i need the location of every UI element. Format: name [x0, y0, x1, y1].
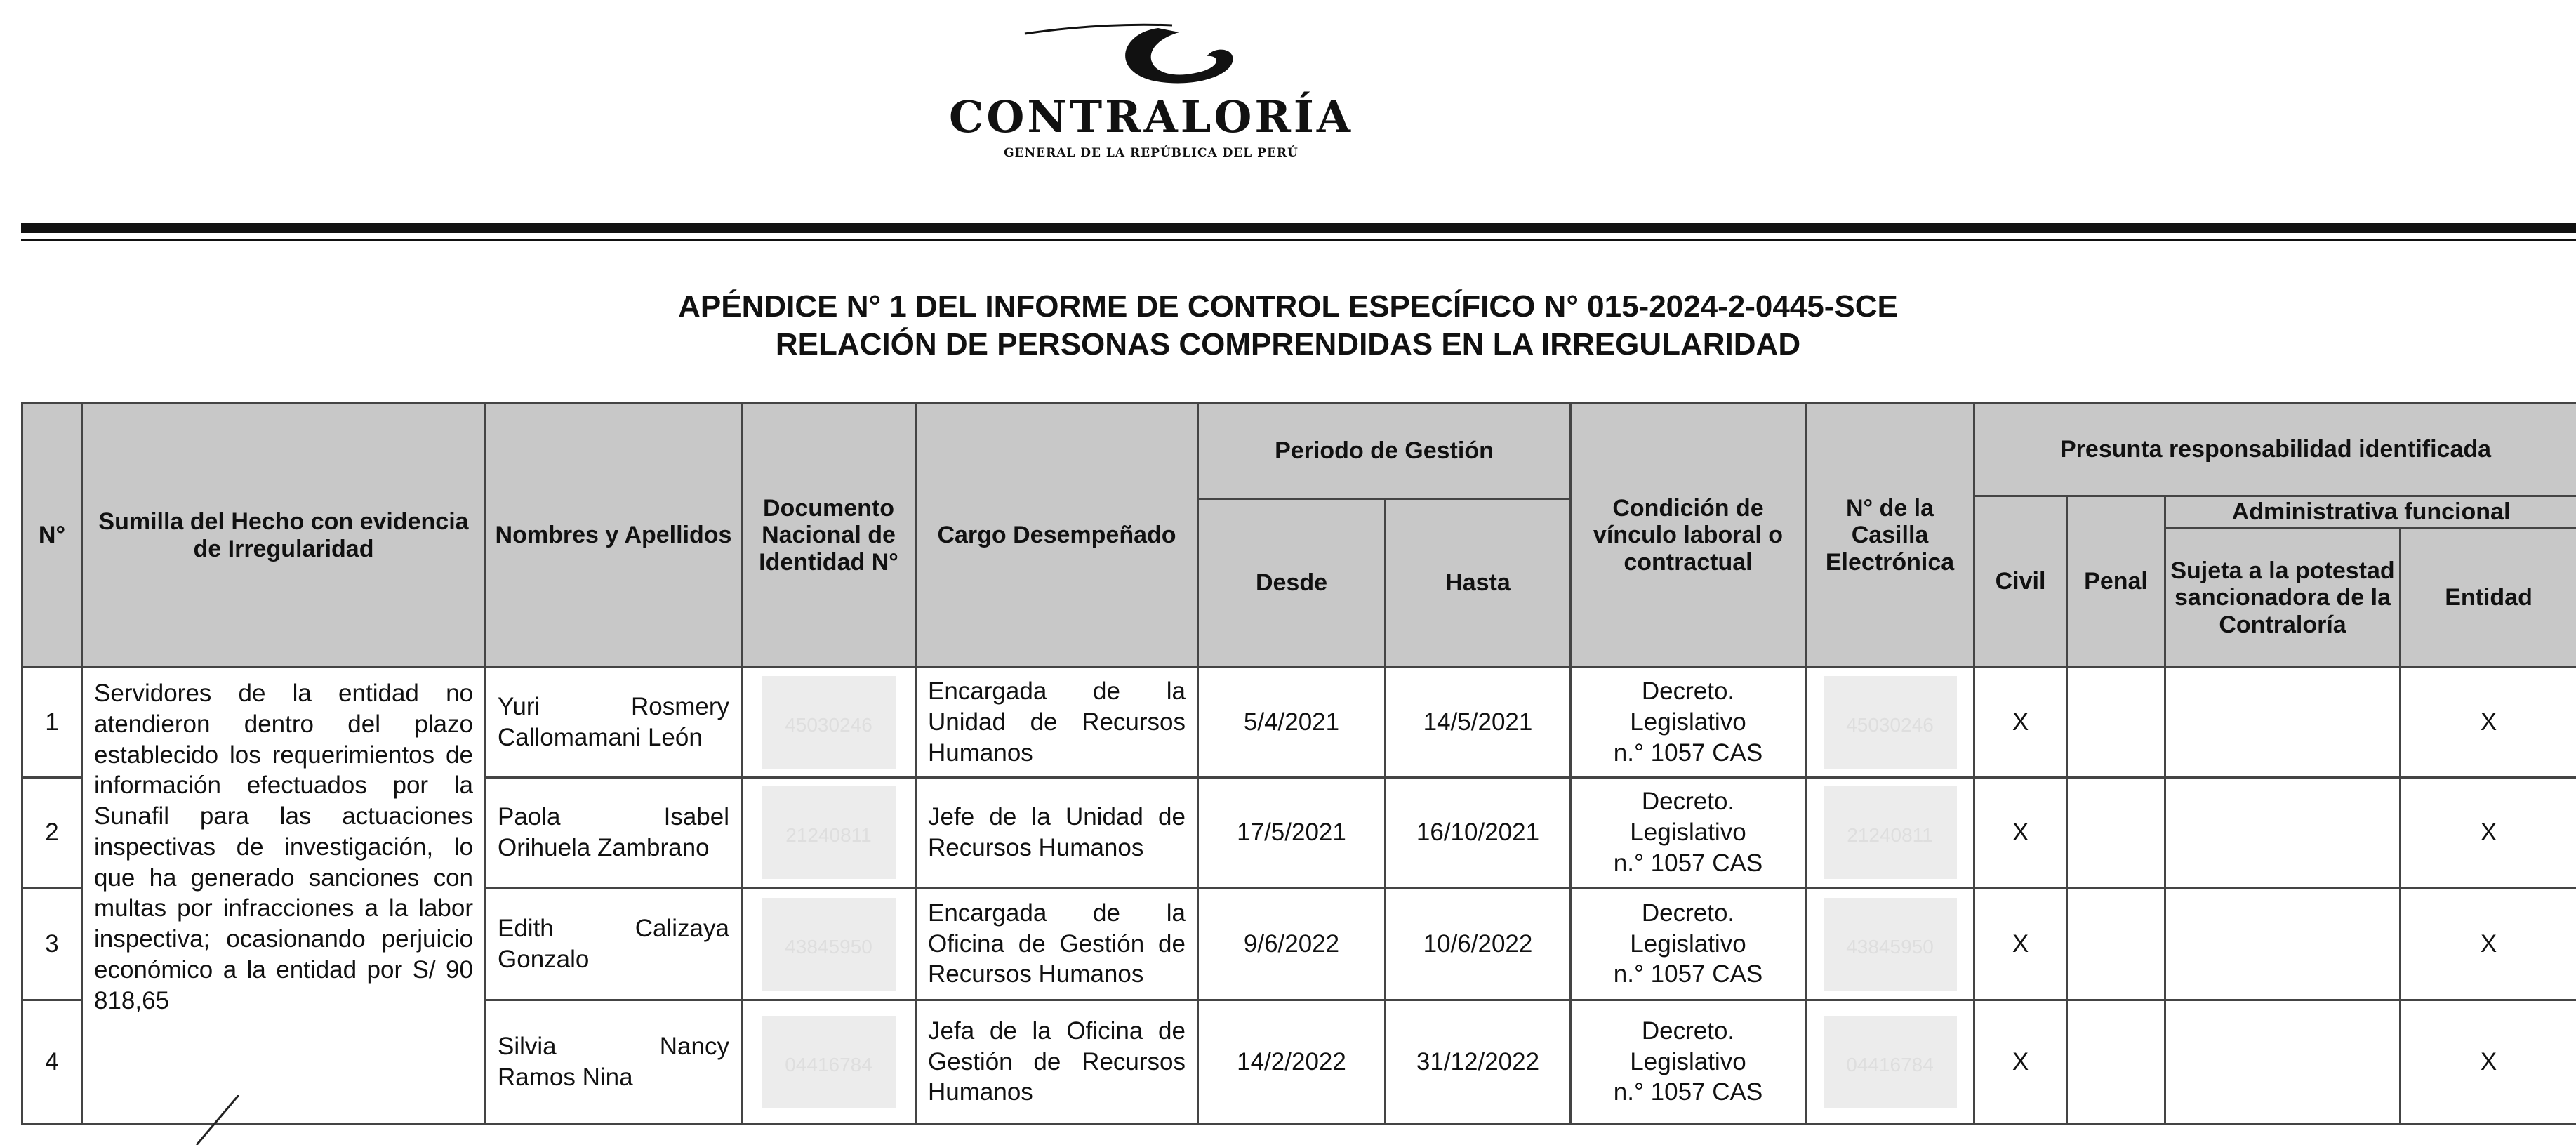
row-civil: X: [1974, 668, 2067, 778]
pen-mark-icon: [190, 1095, 246, 1145]
row-hasta: 31/12/2022: [1386, 1000, 1571, 1124]
header-penal: Penal: [2067, 496, 2165, 668]
row-nombre-line2: Orihuela Zambrano: [498, 834, 710, 861]
row-sujeta: [2165, 1000, 2401, 1124]
row-desde: 14/2/2022: [1198, 1000, 1386, 1124]
logo-name: CONTRALORÍA: [948, 91, 1354, 143]
row-casilla: [1806, 1000, 1974, 1124]
row-nombre-line1: Edith Calizaya: [498, 914, 729, 942]
row-hasta: 14/5/2021: [1386, 668, 1571, 778]
header-dni: Documento Nacional de Identidad N°: [742, 404, 916, 668]
row-penal: [2067, 1000, 2165, 1124]
row-dni: [742, 1000, 916, 1124]
persons-table: [21, 402, 2576, 1125]
row-nombre-line2: Ramos Nina: [498, 1063, 633, 1091]
header-num: N°: [22, 404, 82, 668]
row-casilla: [1806, 778, 1974, 888]
logo-subtitle: GENERAL DE LA REPÚBLICA DEL PERÚ: [1004, 146, 1299, 160]
row-entidad: X: [2401, 1000, 2576, 1124]
row-civil: X: [1974, 888, 2067, 1000]
row-nombre: [486, 1000, 742, 1124]
row-entidad: X: [2401, 778, 2576, 888]
row-sujeta: [2165, 888, 2401, 1000]
header-nombres: Nombres y Apellidos: [486, 404, 742, 668]
row-cargo: Encargada de la Unidad de Recursos Humanos: [916, 668, 1198, 778]
row-penal: [2067, 888, 2165, 1000]
row-penal: [2067, 778, 2165, 888]
row-entidad: X: [2401, 668, 2576, 778]
redacted-block: 43845950: [1824, 898, 1957, 991]
row-cargo: Encargada de la Oficina de Gestión de Recursos Humanos: [916, 888, 1198, 1000]
sumilla-text: Servidores de la entidad no atendieron dentro del plazo establecido los requerimientos de información efectuados por la Sunafil para las actuaciones inspectivas de investigación, lo que ha generado sanciones con multas por infracciones a la labor inspectiva; ocasionando perjuicio económico a la entidad por S/ 90 818,65: [82, 668, 486, 1124]
redacted-block: 45030246: [762, 676, 896, 769]
row-desde: 9/6/2022: [1198, 888, 1386, 1000]
row-desde: 17/5/2021: [1198, 778, 1386, 888]
row-nombre: [486, 778, 742, 888]
redacted-block: 21240811: [762, 786, 896, 879]
header-divider: [21, 223, 2576, 233]
header-divider-thin: [21, 239, 2576, 241]
row-penal: [2067, 668, 2165, 778]
header-hasta: Hasta: [1386, 499, 1571, 668]
row-cargo: Jefa de la Oficina de Gestión de Recursos Humanos: [916, 1000, 1198, 1124]
header-desde: Desde: [1198, 499, 1386, 668]
row-sujeta: [2165, 778, 2401, 888]
appendix-subtitle: RELACIÓN DE PERSONAS COMPRENDIDAS EN LA IRREGULARIDAD: [775, 327, 1801, 362]
row-condicion: Decreto. Legislativo n.° 1057 CAS: [1571, 668, 1806, 778]
row-nombre-line2: Gonzalo: [498, 945, 590, 973]
row-nombre-line1: Yuri Rosmery: [498, 693, 729, 721]
row-nombre-line2: Callomamani León: [498, 724, 703, 751]
header-casilla: N° de la Casilla Electrónica: [1806, 404, 1974, 668]
appendix-title: APÉNDICE N° 1 DEL INFORME DE CONTROL ESPECÍFICO N° 015-2024-2-0445-SCE: [678, 289, 1898, 324]
row-nombre-line1: Silvia Nancy: [498, 1032, 729, 1060]
redacted-block: 43845950: [762, 898, 896, 991]
row-dni: [742, 888, 916, 1000]
header-cargo: Cargo Desempeñado: [916, 404, 1198, 668]
row-num: 1: [22, 668, 82, 778]
row-hasta: 10/6/2022: [1386, 888, 1571, 1000]
row-nombre: [486, 888, 742, 1000]
row-condicion: Decreto. Legislativo n.° 1057 CAS: [1571, 1000, 1806, 1124]
row-entidad: X: [2401, 888, 2576, 1000]
redacted-block: 04416784: [762, 1016, 896, 1108]
header-sumilla: Sumilla del Hecho con evidencia de Irregularidad: [82, 404, 486, 668]
row-casilla: [1806, 668, 1974, 778]
row-dni: [742, 668, 916, 778]
header-admin: Administrativa funcional: [2165, 496, 2576, 529]
table-row: [22, 668, 2576, 778]
redacted-block: 04416784: [1824, 1016, 1957, 1108]
header-civil: Civil: [1974, 496, 2067, 668]
row-civil: X: [1974, 1000, 2067, 1124]
row-num: 4: [22, 1000, 82, 1124]
row-cargo: Jefe de la Unidad de Recursos Humanos: [916, 778, 1198, 888]
header-periodo: Periodo de Gestión: [1198, 404, 1571, 499]
header-sujeta: Sujeta a la potestad sancionadora de la Contraloría: [2165, 529, 2401, 668]
row-civil: X: [1974, 778, 2067, 888]
contraloria-logo: [891, 13, 1411, 164]
row-condicion: Decreto. Legislativo n.° 1057 CAS: [1571, 778, 1806, 888]
row-num: 3: [22, 888, 82, 1000]
header-presunta: Presunta responsabilidad identificada: [1974, 404, 2576, 496]
header-entidad: Entidad: [2401, 529, 2576, 668]
row-hasta: 16/10/2021: [1386, 778, 1571, 888]
row-nombre-line1: Paola Isabel: [498, 803, 729, 831]
row-dni: [742, 778, 916, 888]
header-condicion: Condición de vínculo laboral o contractual: [1571, 404, 1806, 668]
logo-swoosh-icon: [1018, 13, 1242, 90]
row-sujeta: [2165, 668, 2401, 778]
redacted-block: 45030246: [1824, 676, 1957, 769]
row-desde: 5/4/2021: [1198, 668, 1386, 778]
row-condicion: Decreto. Legislativo n.° 1057 CAS: [1571, 888, 1806, 1000]
row-num: 2: [22, 778, 82, 888]
row-nombre: [486, 668, 742, 778]
redacted-block: 21240811: [1824, 786, 1957, 879]
row-casilla: [1806, 888, 1974, 1000]
